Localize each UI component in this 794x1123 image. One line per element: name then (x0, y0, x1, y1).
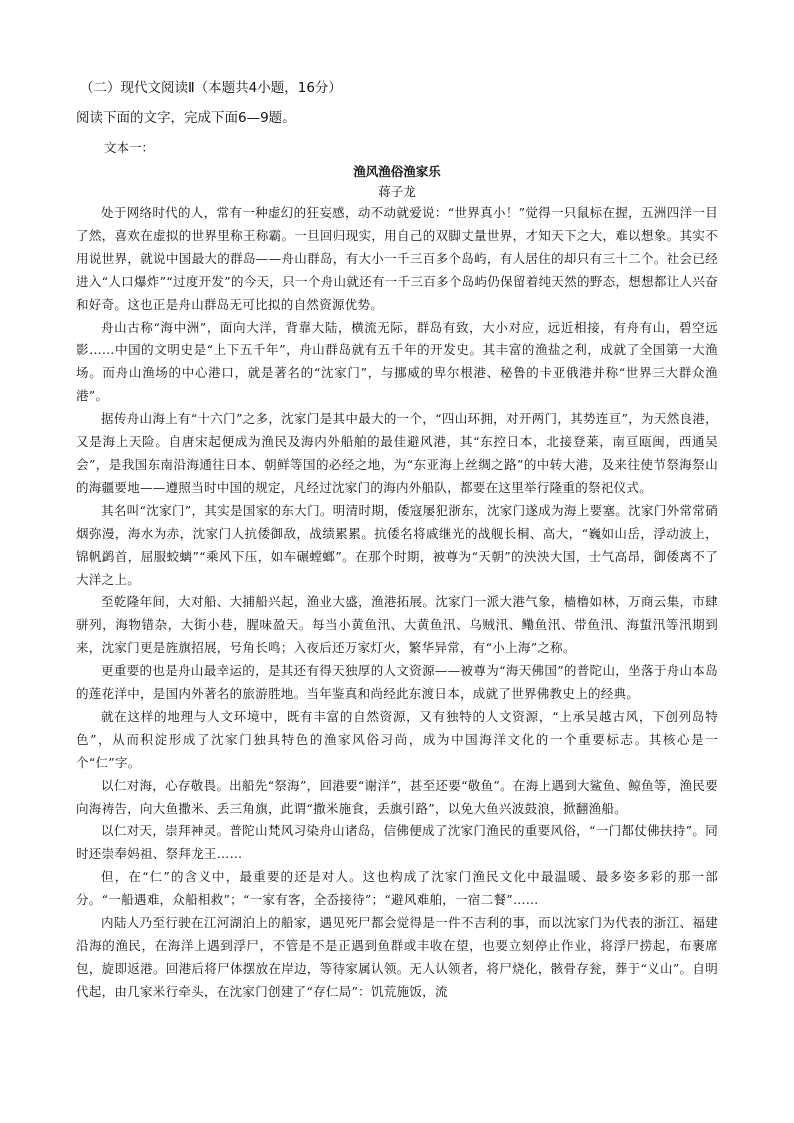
article-paragraph: 处于网络时代的人，常有一种虚幻的狂妄感，动不动就爱说：“世界真小！”觉得一只鼠标在握，五洲四洋一目了然，喜欢在虚拟的世界里称王称霸。一旦回归现实，用自己的双脚丈量世界，才知天下之大，难以想象。其实不用说世界，就说中国最大的群岛——舟山群岛，有大小一千三百多个岛屿，有人居住的却只有三十二个。社会已经进入“人口爆炸”“过度开发”的今天，只一个舟山就还有一千三百多个岛屿仍保留着纯天然的野态，想想都让人兴奋和好奇。这也正是舟山群岛无可比拟的自然资源优势。 (76, 205, 718, 312)
section-title: （二）现代文阅读Ⅱ（本题共4小题，16分） (80, 80, 342, 96)
article-paragraph: 以仁对海，心存敬畏。出船先“祭海”，回港要“谢洋”，甚至还要“敬鱼”。在海上遇到大鲨鱼、鲸鱼等，渔民要向海祷告，向大鱼撒米、丢三角旗，此谓“撒米施食，丢旗引路”，以免大鱼兴波鼓浪，掀翻渔船。 (76, 777, 718, 816)
article-paragraph: 其名叫“沈家门”，其实是国家的东大门。明清时期，倭寇屡犯浙东，沈家门遂成为海上要塞。沈家门外常常硝烟弥漫，海水为赤，沈家门人抗倭御敌，战绩累累。抗倭名将戚继光的战舰长桐、高大，“巍如山岳，浮动波上，锦帆鹢首，屈服蛟螭”“乘风下压，如车碾螳螂”。在那个时期，被尊为“天朝”的泱泱大国，士气高昂，御倭离不了大洋之上。 (76, 502, 718, 587)
article-paragraph: 内陆人乃至行驶在江河湖泊上的船家，遇见死尸都会觉得是一件不吉利的事，而以沈家门为代表的浙江、福建沿海的渔民，在海洋上遇到浮尸，不管是不是正遇到鱼群或丰收在望，也要立刻停止作业，将浮尸捞起，布裹席包，旋即返港。回港后将尸体摆放在岸边，等待家属认领。无人认领者，将尸烧化，骸骨存瓮，葬于“义山”。自明代起，由几家米行牵头，在沈家门创建了“存仁局”：饥荒施饭，流 (76, 915, 718, 999)
article-paragraph: 更重要的也是舟山最幸运的，是其还有得天独厚的人文资源——被尊为“海天佛国”的普陀山，坐落于舟山本岛的莲花洋中，是国内外著名的旅游胜地。当年鉴真和尚经此东渡日本，成就了世界佛教史上的经典。 (76, 663, 718, 702)
article-paragraph: 以仁对天，崇拜神灵。普陀山梵风习染舟山诸岛，信佛便成了沈家门渔民的重要风俗，“一门都仗佛扶持”。同时还崇奉妈祖、祭拜龙王…… (76, 823, 718, 862)
article-author: 蒋子龙 (378, 184, 416, 199)
article-paragraph: 就在这样的地理与人文环境中，既有丰富的自然资源，又有独特的人文资源，“上承吴越古风，下创列岛特色”，从而积淀形成了沈家门独具特色的渔家风俗习尚，成为中国海洋文化的一个重要标志。其核心是一个“仁”字。 (76, 708, 718, 770)
reading-instruction: 阅读下面的文字，完成下面6—9题。 (76, 110, 296, 126)
article-paragraph: 至乾隆年间，大对船、大捕船兴起，渔业大盛，渔港拓展。沈家门一派大港气象，樯橹如林，万商云集，市肆骈列，海物错杂，大街小巷，腥味盈天。每当小黄鱼汛、大黄鱼汛、乌贼汛、鳓鱼汛、带鱼汛、海蜇汛等汛期到来，沈家门更是旌旗招展，号角长鸣；入夜后还万家灯火，繁华异常，有“小上海”之称。 (76, 594, 718, 656)
article-paragraph: 舟山古称“海中洲”，面向大洋，背靠大陆，横流无际，群岛有致，大小对应，远近相接，有舟有山，碧空远影……中国的文明史是“上下五千年”，舟山群岛就有五千年的开发史。其丰富的渔盐之利，成就了全国第一大渔场。而舟山渔场的中心港口，就是著名的“沈家门”，与挪威的卑尔根港、秘鲁的卡亚俄港并称“世界三大群众渔港”。 (76, 319, 718, 404)
article-title: 渔风渔俗渔家乐 (353, 164, 441, 179)
article-paragraph: 但，在“仁”的含义中，最重要的还是对人。这也构成了沈家门渔民文化中最温暖、最多姿多彩的那一部分。“一船遇难，众船相救”；“一家有客，全岙接待”；“避风难舶，一宿二餐”…… (76, 869, 718, 908)
article-body (76, 202, 718, 1004)
text-label: 文本一： (104, 140, 155, 155)
article-paragraph: 据传舟山海上有“十六门”之多，沈家门是其中最大的一个，“四山环拥，对开两门，其势连亘”，为天然良港，又是海上天险。自唐宋起便成为渔民及海内外船舶的最佳避风港，其“东控日本，北接登莱，南亘瓯闽，西通吴会”，是我国东南沿海通往日本、朝鲜等国的必经之地，为“东亚海上丝绸之路”的中转大港，及来往使节祭海祭山的海疆要地——遵照当时中国的规定，凡经过沈家门的海内外船队，都要在这里举行隆重的祭祀仪式。 (76, 411, 718, 495)
